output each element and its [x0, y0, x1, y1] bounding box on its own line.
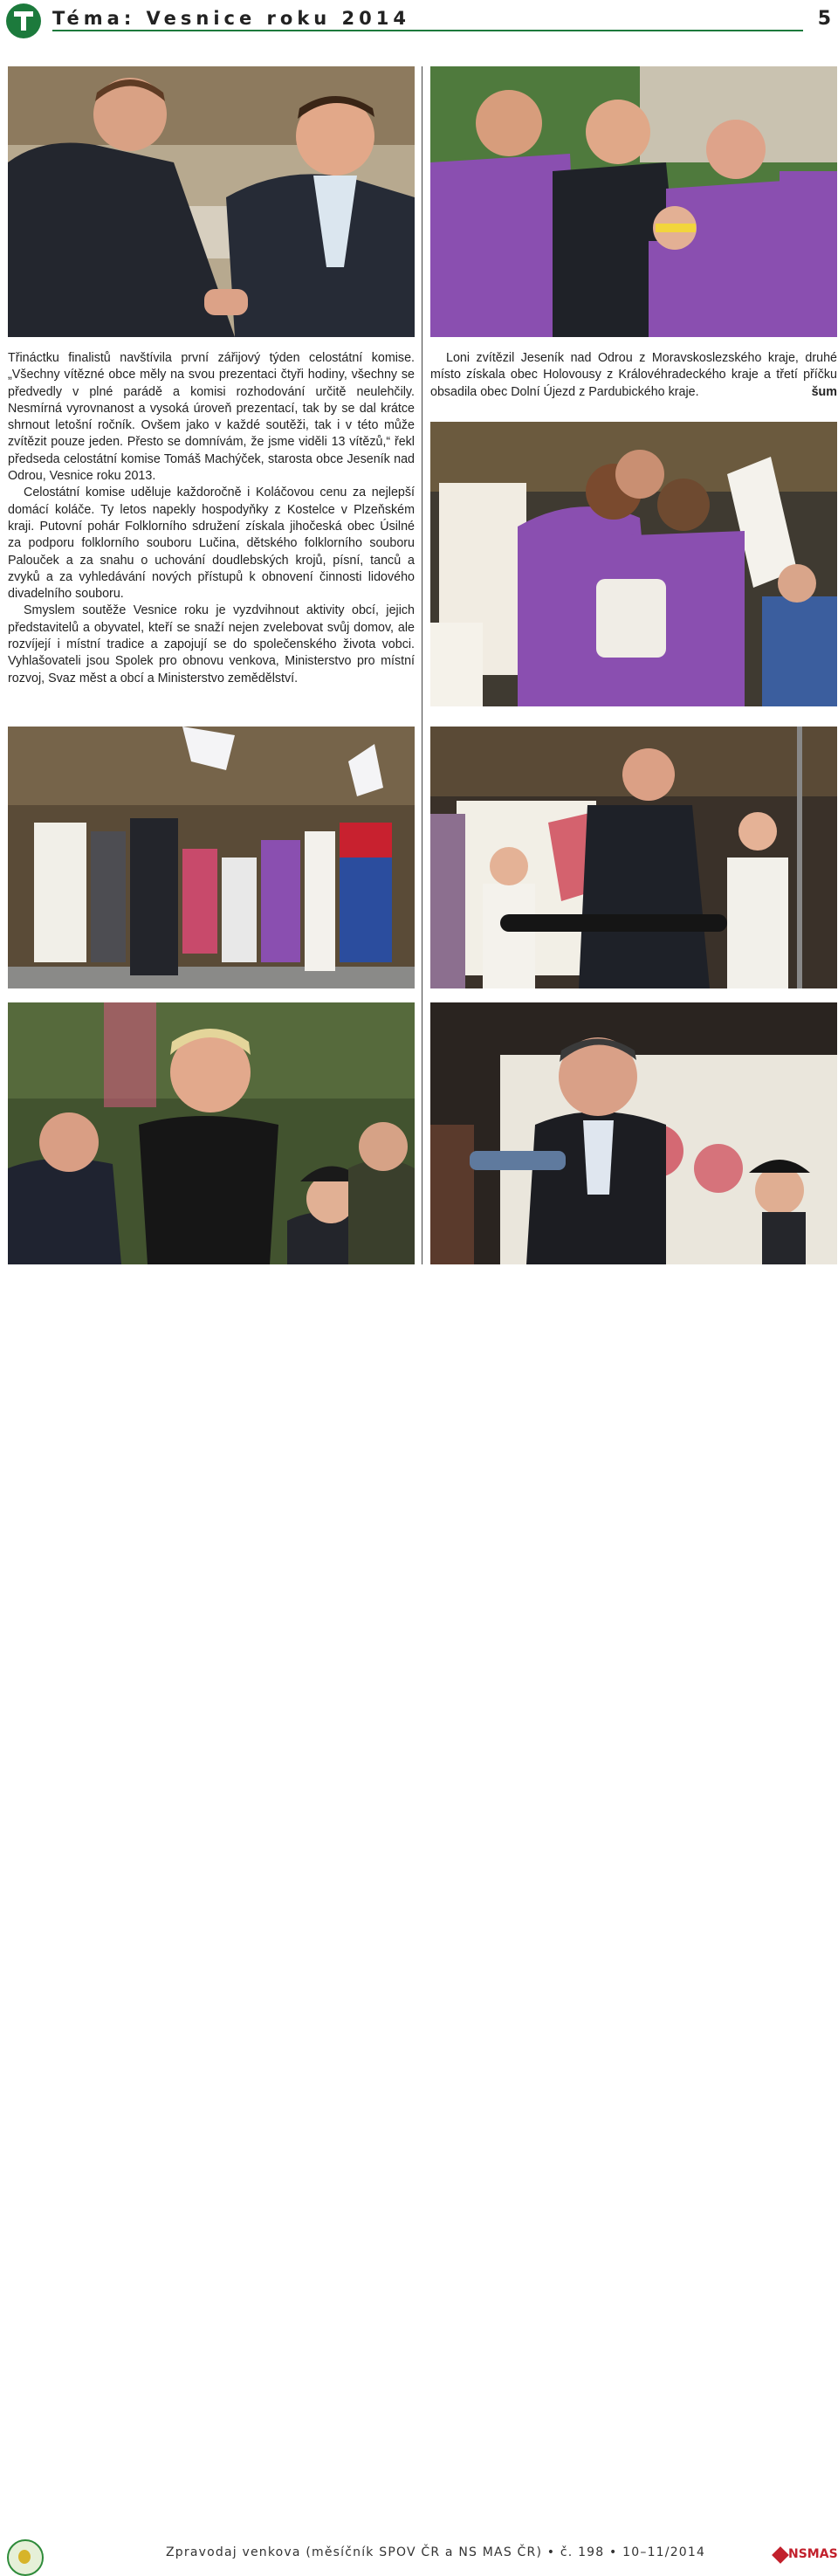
photo-embrace: [430, 422, 837, 706]
photo-man-microphone: [430, 727, 837, 988]
header-rule: [52, 30, 803, 31]
photo-woman-black-dress: [8, 1002, 415, 1264]
article-paragraph: Smyslem soutěže Vesnice roku je vyzdvihnout aktivity obcí, jejich představitelů a obyvatel, kteří se snaží nejen zvelebovat svůj domov, ale rozvíjejí i místní tradice a zapojují se do společenského života vobci. Vyhlašovateli jsou Spolek pro obnovu venkova, Ministerstvo pro místní rozvoj, Svaz měst a obcí a Ministerstvo zemědělství.: [8, 603, 415, 685]
article-paragraph: Celostátní komise uděluje každoročně i Koláčovou cenu za nejlepší domácí koláče. Ty letos napekly hospodyňky z Kostelce v Plzeňském kraji. Putovní pohár Folklorního sdružení získala jihočeská obec Úsilné za podporu folklorního souboru Lučina, dětského folklorního souboru Palouček a za snahu o uchování doudlebských krojů, písní, tanců a zvyků a za vyhledávání nových přístupů k obnovení činnosti lidového divadelního souboru.: [8, 486, 415, 602]
photo-purple-shirts-group: [430, 66, 837, 337]
page-number: 5: [817, 8, 831, 30]
article-text-right: [430, 350, 837, 401]
magazine-logo-icon: [6, 3, 41, 38]
author-signature: šum: [811, 384, 837, 399]
page-header: [0, 0, 838, 38]
article-paragraph: Třináctku finalistů navštívila první zářijový týden celostátní komise. „Všechny vítězné obce měly na svou prezentaci čtyři hodiny, všechny se předvedly v plné parádě a komisi rozhodování určitě neulehčily. Nesmírná vyrovnanost a vysoká úroveň prezentací, tak by se dal krátce shrnout letošní ročník. Ovšem jako v každé soutěži, tak i v této může zvítězit pouze jeden. Přesto se domnívám, že jsme viděli 13 vítězů,“ řekl předseda celostátní komise Tomáš Machýček, starosta obce Jeseník nad Odrou, Vesnice roku 2013.: [8, 351, 415, 484]
photo-smiling-man-stage: [430, 1002, 837, 1264]
article-paragraph: Loni zvítězil Jeseník nad Odrou z Moravskoslezského kraje, druhé místo získala obec Holovousy z Královéhradeckého kraje a třetí příčku obsadila obec Dolní Újezd z Pardubického kraje.: [430, 351, 837, 399]
article-text-left: [8, 350, 415, 687]
footer-publication-info: Zpravodaj venkova (měsíčník SPOV ČR a NS MAS ČR) • č. 198 • 10–11/2014: [166, 2545, 706, 2559]
photo-folk-group-stage: [8, 727, 415, 988]
section-title: Téma: Vesnice roku 2014: [52, 8, 410, 29]
nsmas-logo-text: NSMAS: [788, 2547, 838, 2561]
page-footer: [0, 1268, 838, 2561]
spov-logo-icon: [7, 2539, 44, 2576]
nsmas-logo-icon: [773, 2545, 838, 2572]
photo-handshake: [8, 66, 415, 337]
